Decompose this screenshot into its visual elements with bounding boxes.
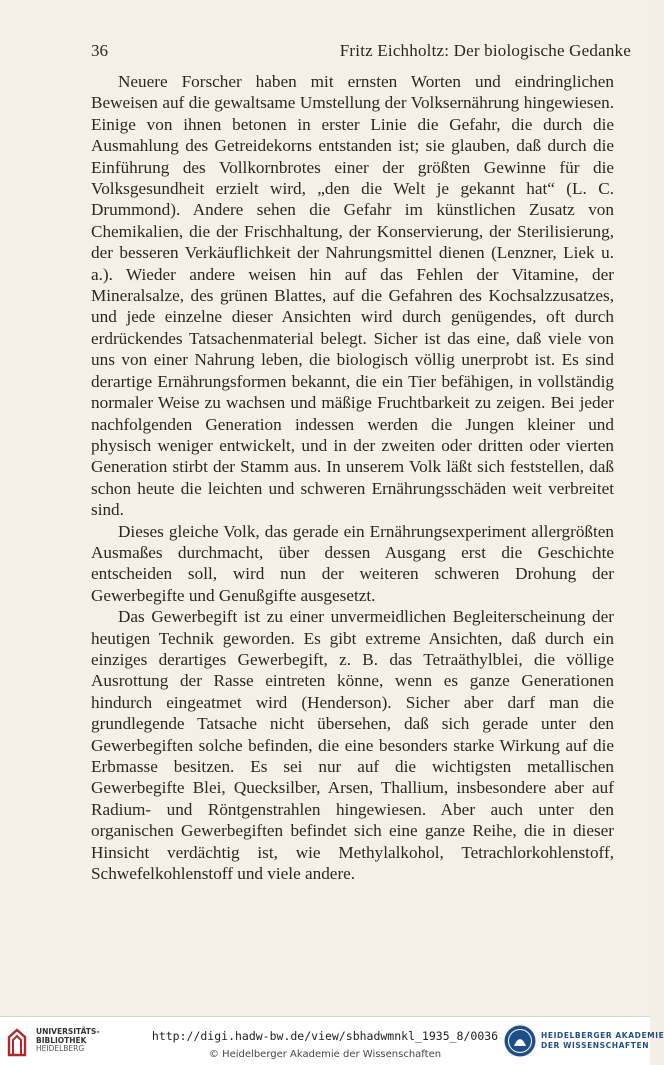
body-text: [91, 71, 614, 884]
running-header: [91, 40, 631, 64]
copyright-notice: © Heidelberger Akademie der Wissenschaften: [208, 1049, 442, 1060]
page-url-link[interactable]: http://digi.hadw-bw.de/view/sbhadwmnkl_1935_8/0036: [151, 1029, 499, 1043]
paragraph-2: Dieses gleiche Volk, das gerade ein Ernährungsexperiment allergrößten Ausmaßes durchmacht, über dessen Ausgang erst die Geschichte entscheiden soll, wird nun der weiteren schweren Drohung der Gewerbegifte und Genußgifte ausgesetzt.: [91, 521, 614, 605]
viewer-footer: [0, 1016, 664, 1065]
paragraph-1: Neuere Forscher haben mit ernsten Worten und eindringlichen Beweisen auf die gewaltsame Umstellung der Volksernährung hingewiesen. Einige von ihnen betonen in erster Linie die Gefahr, die durch die Ausmahlung des Getreidekorns entstanden ist; sie glauben, daß durch die Einführung des Vollkornbrotes einer der größten Gewinne für die Volksgesundheit erzielt wird, „den die Welt je gekannt hat“ (L. C. Drummond). Andere sehen die Gefahr im künstlichen Zusatz von Chemikalien, die der Frischhaltung, der Konservierung, der Sterilisierung, der besseren Verkäuflichkeit der Nahrungsmittel dienen (Lenzner, Liek u. a.). Wieder andere weisen hin auf das Fehlen der Vitamine, der Mineralsalze, des grünen Blattes, auf die Gefahren des Kochsalzzusatzes, und jede einzelne dieser Ansichten wird durch genügendes, oft durch erdrückendes Tatsachenmaterial belegt. Sicher ist das eine, daß viele von uns von einer Nahrung leben, die biologisch völlig unerprobt ist. Es sind derartige Ernährungsformen bekannt, die ein Tier befähigen, in vollständig normaler Weise zu wachsen und mäßige Fruchtbarkeit zu zeigen. Bei jeder nachfolgenden Generation indessen werden die Jungen kleiner und physisch weniger entwickelt, und in der zweiten oder dritten oder vierten Generation stirbt der Stamm aus. In unserem Volk läßt sich feststellen, daß schon heute die leichten und schweren Ernährungsschäden weit verbreitet sind.: [91, 72, 614, 520]
page-number: 36: [91, 41, 108, 60]
running-title: Fritz Eichholtz: Der biologische Gedanke: [339, 41, 631, 60]
library-name: UNIVERSITÄTS- BIBLIOTHEK HEIDELBERG: [36, 1027, 100, 1054]
paragraph-3: Das Gewerbegift ist zu einer unvermeidlichen Begleiterscheinung der heutigen Technik geworden. Es gibt extreme Ansichten, daß durch ein einziges derartiges Gewerbegift, z. B. das Tetraäthylblei, die völlige Ausrottung der Rasse eintreten könne, wenn es ganze Generationen hindurch eingeatmet wird (Henderson). Sicher aber darf man die grundlegende Tatsache nicht übersehen, daß sich gerade unter den Gewerbegiften solche befinden, die eine besonders starke Wirkung auf die Erbmasse besitzen. Es sei nur auf die wichtigsten metallischen Gewerbegifte Blei, Quecksilber, Arsen, Thallium, insbesondere aber auf Radium- und Röntgenstrahlen hingewiesen. Aber auch unter den organischen Gewerbegiften befindet sich eine ganze Reihe, die in dieser Hinsicht verdächtig ist, wie Methylalkohol, Tetrachlorkohlenstoff, Schwefelkohlenstoff und viele andere.: [91, 607, 614, 884]
academy-logo[interactable]: [503, 1024, 664, 1060]
academy-name: HEIDELBERGER AKADEMIE DER WISSENSCHAFTEN: [541, 1031, 664, 1050]
academy-seal-icon: [503, 1024, 537, 1058]
